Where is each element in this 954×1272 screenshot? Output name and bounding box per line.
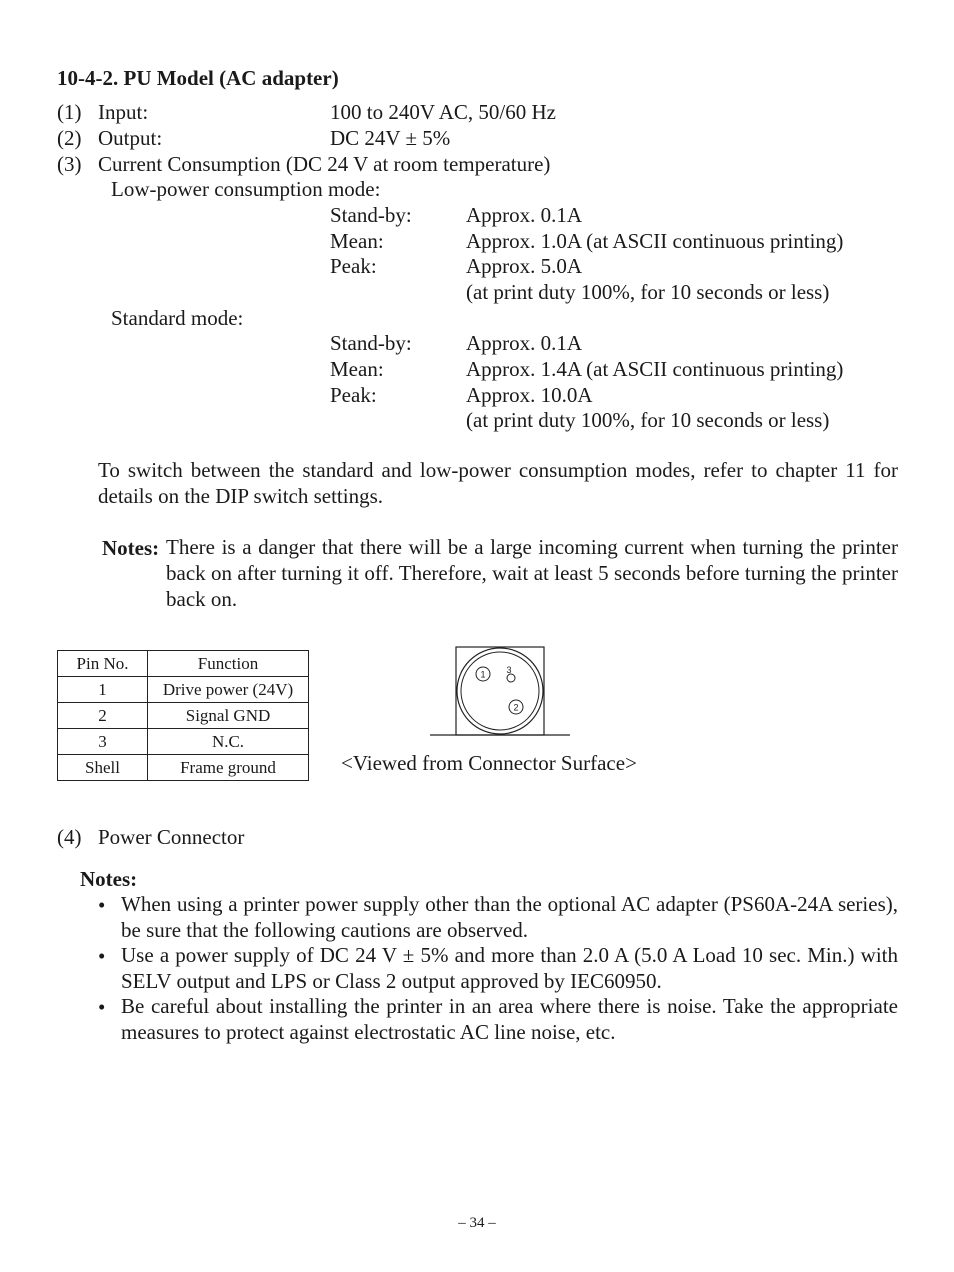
standard-mode-title: Standard mode: (111, 306, 244, 330)
function-cell: Frame ground (148, 755, 309, 781)
bullet: • (98, 944, 106, 968)
low-power-peak-note: (at print duty 100%, for 10 seconds or less) (466, 280, 830, 304)
low-power-standby-value: Approx. 0.1A (466, 203, 583, 227)
item-number: (2) (57, 126, 82, 150)
pin-1-label: 1 (480, 669, 486, 680)
notes-label: Notes: (80, 867, 138, 891)
power-connector-label: Power Connector (98, 825, 245, 849)
standard-peak-note: (at print duty 100%, for 10 seconds or less) (466, 408, 830, 432)
item-number: (1) (57, 100, 82, 124)
output-value: DC 24V ± 5% (330, 126, 451, 150)
standard-mean-label: Mean: (330, 357, 384, 381)
item-number: (3) (57, 152, 82, 176)
standard-mean-value: Approx. 1.4A (at ASCII continuous printing) (466, 357, 844, 381)
connector-diagram (430, 645, 570, 740)
table-row (58, 677, 309, 703)
low-power-peak-label: Peak: (330, 254, 377, 278)
low-power-peak-value: Approx. 5.0A (466, 254, 583, 278)
note-bullet-item: Be careful about installing the printer in an area where there is noise. Take the appropriate measures to protect against electrostatic AC line noise, etc. (121, 994, 898, 1044)
table-header-row (58, 651, 309, 677)
connector-inner-ring (461, 652, 539, 730)
pin-3-socket (507, 674, 515, 682)
bullet: • (98, 893, 106, 917)
output-label: Output: (98, 126, 163, 150)
table-row (58, 729, 309, 755)
function-cell: Signal GND (148, 703, 309, 729)
connector-outer-ring (457, 648, 543, 734)
note-bullet-item: When using a printer power supply other than the optional AC adapter (PS60A-24A series), be sure that the following cautions are observed. (121, 892, 898, 942)
input-label: Input: (98, 100, 149, 124)
standard-peak-value: Approx. 10.0A (466, 383, 593, 407)
pin-2-label: 2 (513, 702, 519, 713)
notes-label: Notes: (102, 536, 160, 560)
mode-switch-paragraph: To switch between the standard and low-power consumption modes, refer to chapter 11 for details on the DIP switch settings. (98, 458, 898, 508)
low-power-mode-title: Low-power consumption mode: (111, 177, 381, 201)
section-heading: 10-4-2. PU Model (AC adapter) (57, 66, 339, 90)
column-header: Pin No. (58, 651, 148, 677)
page-number: – 34 – (458, 1215, 496, 1231)
standard-standby-label: Stand-by: (330, 331, 412, 355)
standard-peak-label: Peak: (330, 383, 377, 407)
note-bullet-item: Use a power supply of DC 24 V ± 5% and more than 2.0 A (5.0 A Load 10 sec. Min.) with SELV output and LPS or Class 2 output approved by IEC60950. (121, 943, 898, 993)
low-power-standby-label: Stand-by: (330, 203, 412, 227)
pin-number-cell: Shell (58, 755, 148, 781)
function-cell: Drive power (24V) (148, 677, 309, 703)
input-value: 100 to 240V AC, 50/60 Hz (330, 100, 556, 124)
low-power-mean-value: Approx. 1.0A (at ASCII continuous printing) (466, 229, 844, 253)
low-power-mean-label: Mean: (330, 229, 384, 253)
pin-3-label: 3 (506, 665, 512, 675)
table-row (58, 703, 309, 729)
connector-caption: <Viewed from Connector Surface> (341, 751, 637, 775)
pin-number-cell: 1 (58, 677, 148, 703)
pin-table (57, 650, 309, 781)
pin-number-cell: 3 (58, 729, 148, 755)
current-consumption-label: Current Consumption (DC 24 V at room temperature) (98, 152, 551, 176)
notes-text: There is a danger that there will be a large incoming current when turning the printer back on after turning it off. Therefore, wait at least 5 seconds before turning the printer back on. (166, 535, 898, 611)
function-cell: N.C. (148, 729, 309, 755)
pin-number-cell: 2 (58, 703, 148, 729)
column-header: Function (148, 651, 309, 677)
standard-standby-value: Approx. 0.1A (466, 331, 583, 355)
item-number: (4) (57, 825, 82, 849)
table-row (58, 755, 309, 781)
bullet: • (98, 995, 106, 1019)
